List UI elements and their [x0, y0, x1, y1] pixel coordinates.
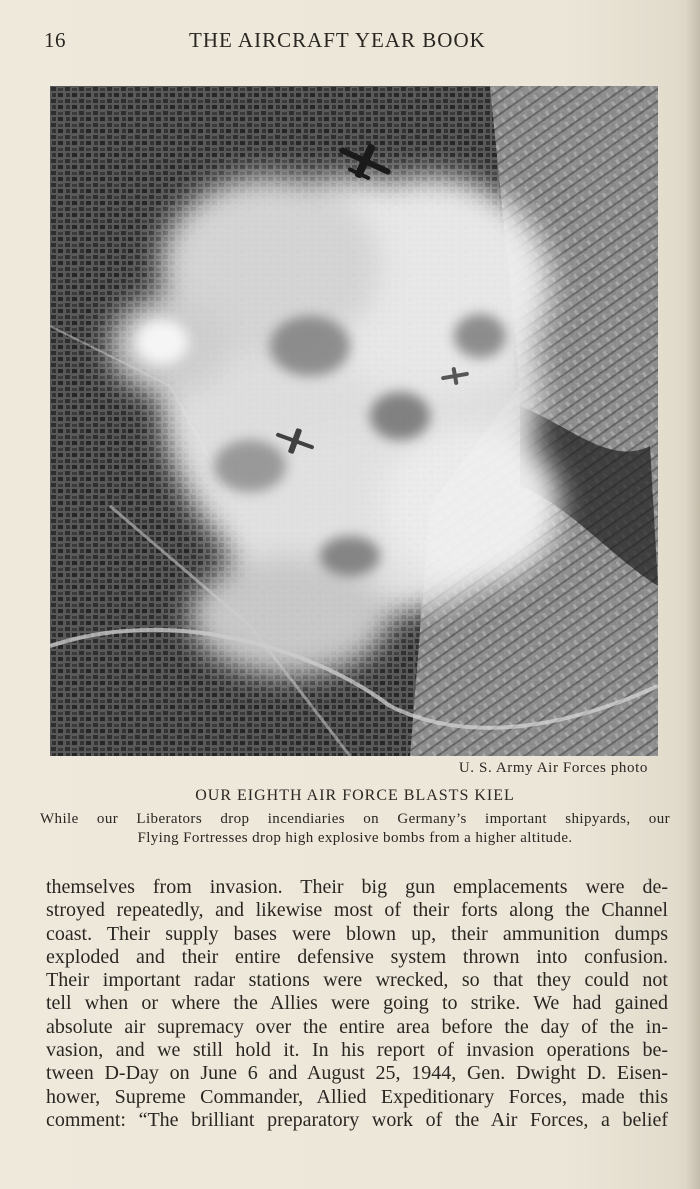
body-line: exploded and their entire defensive system thrown into confusion. — [46, 945, 668, 968]
body-line: hower, Supreme Commander, Allied Expeditionary Forces, made this — [46, 1085, 668, 1108]
photo-credit: U. S. Army Air Forces photo — [458, 760, 648, 776]
running-head: THE AIRCRAFT YEAR BOOK — [189, 28, 486, 52]
caption-line: Flying Fortresses drop high explosive bombs from a higher altitude. — [137, 830, 573, 846]
page-number: 16 — [44, 28, 66, 52]
body-line: absolute air supremacy over the entire area before the day of the in- — [46, 1015, 668, 1038]
body-line: vasion, and we still hold it. In his report of invasion operations be- — [46, 1039, 668, 1062]
page-header — [44, 26, 524, 56]
body-line: themselves from invasion. Their big gun emplacements were de- — [46, 876, 668, 898]
body-line: stroyed repeatedly, and likewise most of their forts along the Channel — [46, 899, 668, 922]
body-line: coast. Their supply bases were blown up, their ammunition dumps — [46, 922, 668, 945]
caption-title: OUR EIGHTH AIR FORCE BLASTS KIEL — [195, 787, 515, 804]
body-paragraph — [46, 876, 668, 1132]
page-spine-shadow — [686, 0, 700, 1189]
body-line: tween D-Day on June 6 and August 25, 1944, Gen. Dwight D. Eisen- — [46, 1062, 668, 1085]
body-line: tell when or where the Allies were going to strike. We had gained — [46, 992, 668, 1015]
body-line: Their important radar stations were wrecked, so that they could not — [46, 969, 668, 992]
body-line: comment: “The brilliant preparatory work of the Air Forces, a belief — [46, 1108, 668, 1131]
aerial-bombing-photo — [50, 86, 658, 756]
caption-line: While our Liberators drop incendiaries on Germany’s important shipyards, our — [40, 811, 670, 827]
caption-text — [40, 810, 670, 848]
